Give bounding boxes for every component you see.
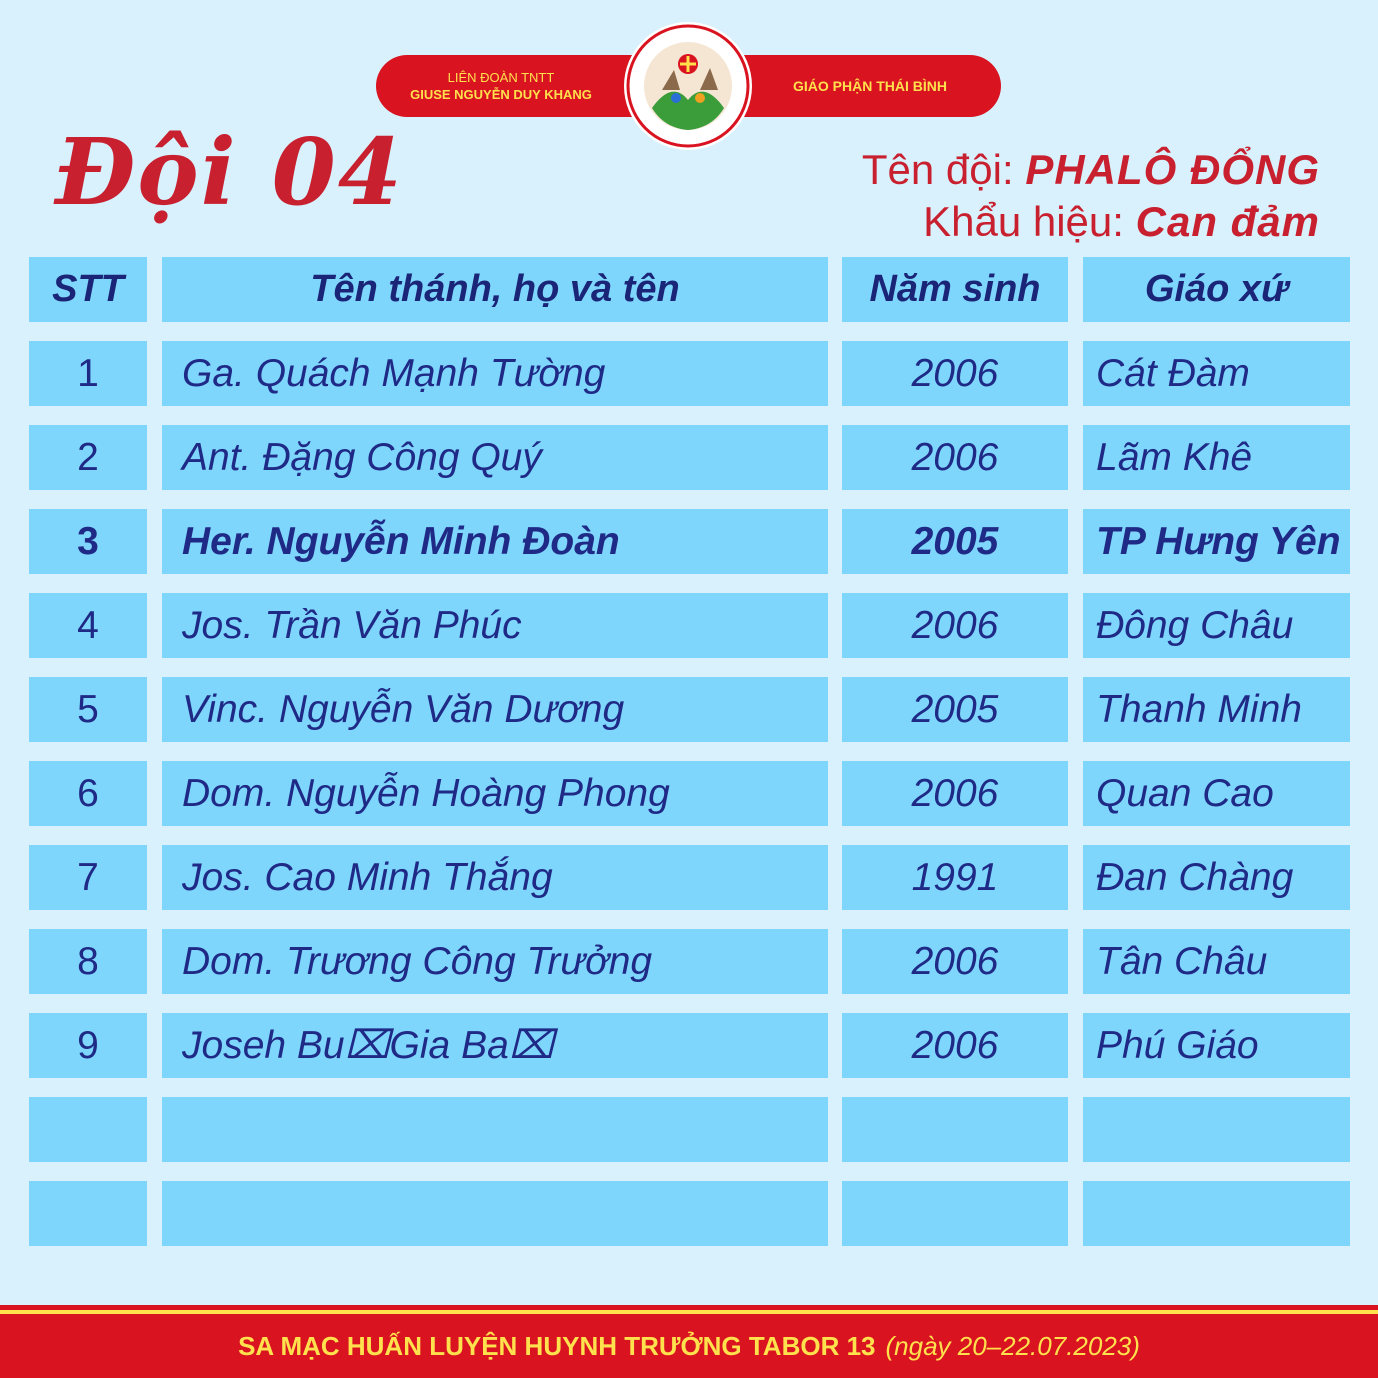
- row-name: [162, 1097, 828, 1162]
- row-parish: TP Hưng Yên: [1083, 509, 1350, 574]
- header-stt: STT: [29, 257, 147, 322]
- team-motto-line: [862, 196, 1320, 248]
- row-stt: 9: [29, 1013, 147, 1078]
- banner-right-text: GIÁO PHẬN THÁI BÌNH: [793, 78, 947, 94]
- row-stt: 5: [29, 677, 147, 742]
- row-stt: 3: [29, 509, 147, 574]
- row-name: Joseh Bu⌧Gia Ba⌧: [162, 1013, 828, 1078]
- row-year: 2006: [842, 593, 1068, 658]
- team-title: Đội 04: [55, 118, 404, 226]
- row-parish: [1083, 1097, 1350, 1162]
- row-parish: Đông Châu: [1083, 593, 1350, 658]
- emblem-logo: [622, 20, 754, 152]
- banner-left-line2: GIUSE NGUYỄN DUY KHANG: [410, 87, 592, 102]
- row-name: Jos. Trần Văn Phúc: [162, 593, 828, 658]
- row-parish: Quan Cao: [1083, 761, 1350, 826]
- row-year: [842, 1097, 1068, 1162]
- header-year: Năm sinh: [842, 257, 1068, 322]
- row-stt: 2: [29, 425, 147, 490]
- row-year: 2006: [842, 425, 1068, 490]
- footer-main: SA MẠC HUẤN LUYỆN HUYNH TRƯỞNG TABOR 13: [238, 1330, 876, 1361]
- team-info: [862, 144, 1320, 248]
- banner-left-text: [376, 55, 626, 117]
- row-name: Jos. Cao Minh Thắng: [162, 845, 828, 910]
- row-stt: 6: [29, 761, 147, 826]
- banner-left-line1: LIÊN ĐOÀN TNTT: [447, 70, 555, 85]
- row-year: 1991: [842, 845, 1068, 910]
- row-stt: 7: [29, 845, 147, 910]
- row-stt: 8: [29, 929, 147, 994]
- row-stt: 1: [29, 341, 147, 406]
- row-stt: [29, 1097, 147, 1162]
- row-parish: Thanh Minh: [1083, 677, 1350, 742]
- row-name: Ant. Đặng Công Quý: [162, 425, 828, 490]
- footer-date: (ngày 20–22.07.2023): [885, 1330, 1140, 1361]
- row-year: 2006: [842, 341, 1068, 406]
- row-name: Vinc. Nguyễn Văn Dương: [162, 677, 828, 742]
- header-name: Tên thánh, họ và tên: [162, 257, 828, 322]
- row-parish: Phú Giáo: [1083, 1013, 1350, 1078]
- row-parish: Cát Đàm: [1083, 341, 1350, 406]
- row-year: 2005: [842, 677, 1068, 742]
- row-stt: 4: [29, 593, 147, 658]
- row-name: Ga. Quách Mạnh Tường: [162, 341, 828, 406]
- row-parish: [1083, 1181, 1350, 1246]
- row-name: Dom. Trương Công Trưởng: [162, 929, 828, 994]
- row-parish: Lãm Khê: [1083, 425, 1350, 490]
- team-name-value: PHALÔ ĐỔNG: [1025, 146, 1320, 193]
- team-name-line: [862, 144, 1320, 196]
- footer-banner: [0, 1314, 1378, 1378]
- row-parish: Tân Châu: [1083, 929, 1350, 994]
- row-year: 2006: [842, 929, 1068, 994]
- row-name: [162, 1181, 828, 1246]
- row-name: Dom. Nguyễn Hoàng Phong: [162, 761, 828, 826]
- row-year: 2006: [842, 761, 1068, 826]
- row-year: [842, 1181, 1068, 1246]
- header-parish: Giáo xứ: [1083, 257, 1350, 322]
- team-motto-label: Khẩu hiệu:: [923, 198, 1124, 245]
- row-name: Her. Nguyễn Minh Đoàn: [162, 509, 828, 574]
- row-year: 2005: [842, 509, 1068, 574]
- team-motto-value: Can đảm: [1135, 198, 1320, 245]
- row-year: 2006: [842, 1013, 1068, 1078]
- row-parish: Đan Chàng: [1083, 845, 1350, 910]
- team-name-label: Tên đội:: [861, 146, 1014, 193]
- row-stt: [29, 1181, 147, 1246]
